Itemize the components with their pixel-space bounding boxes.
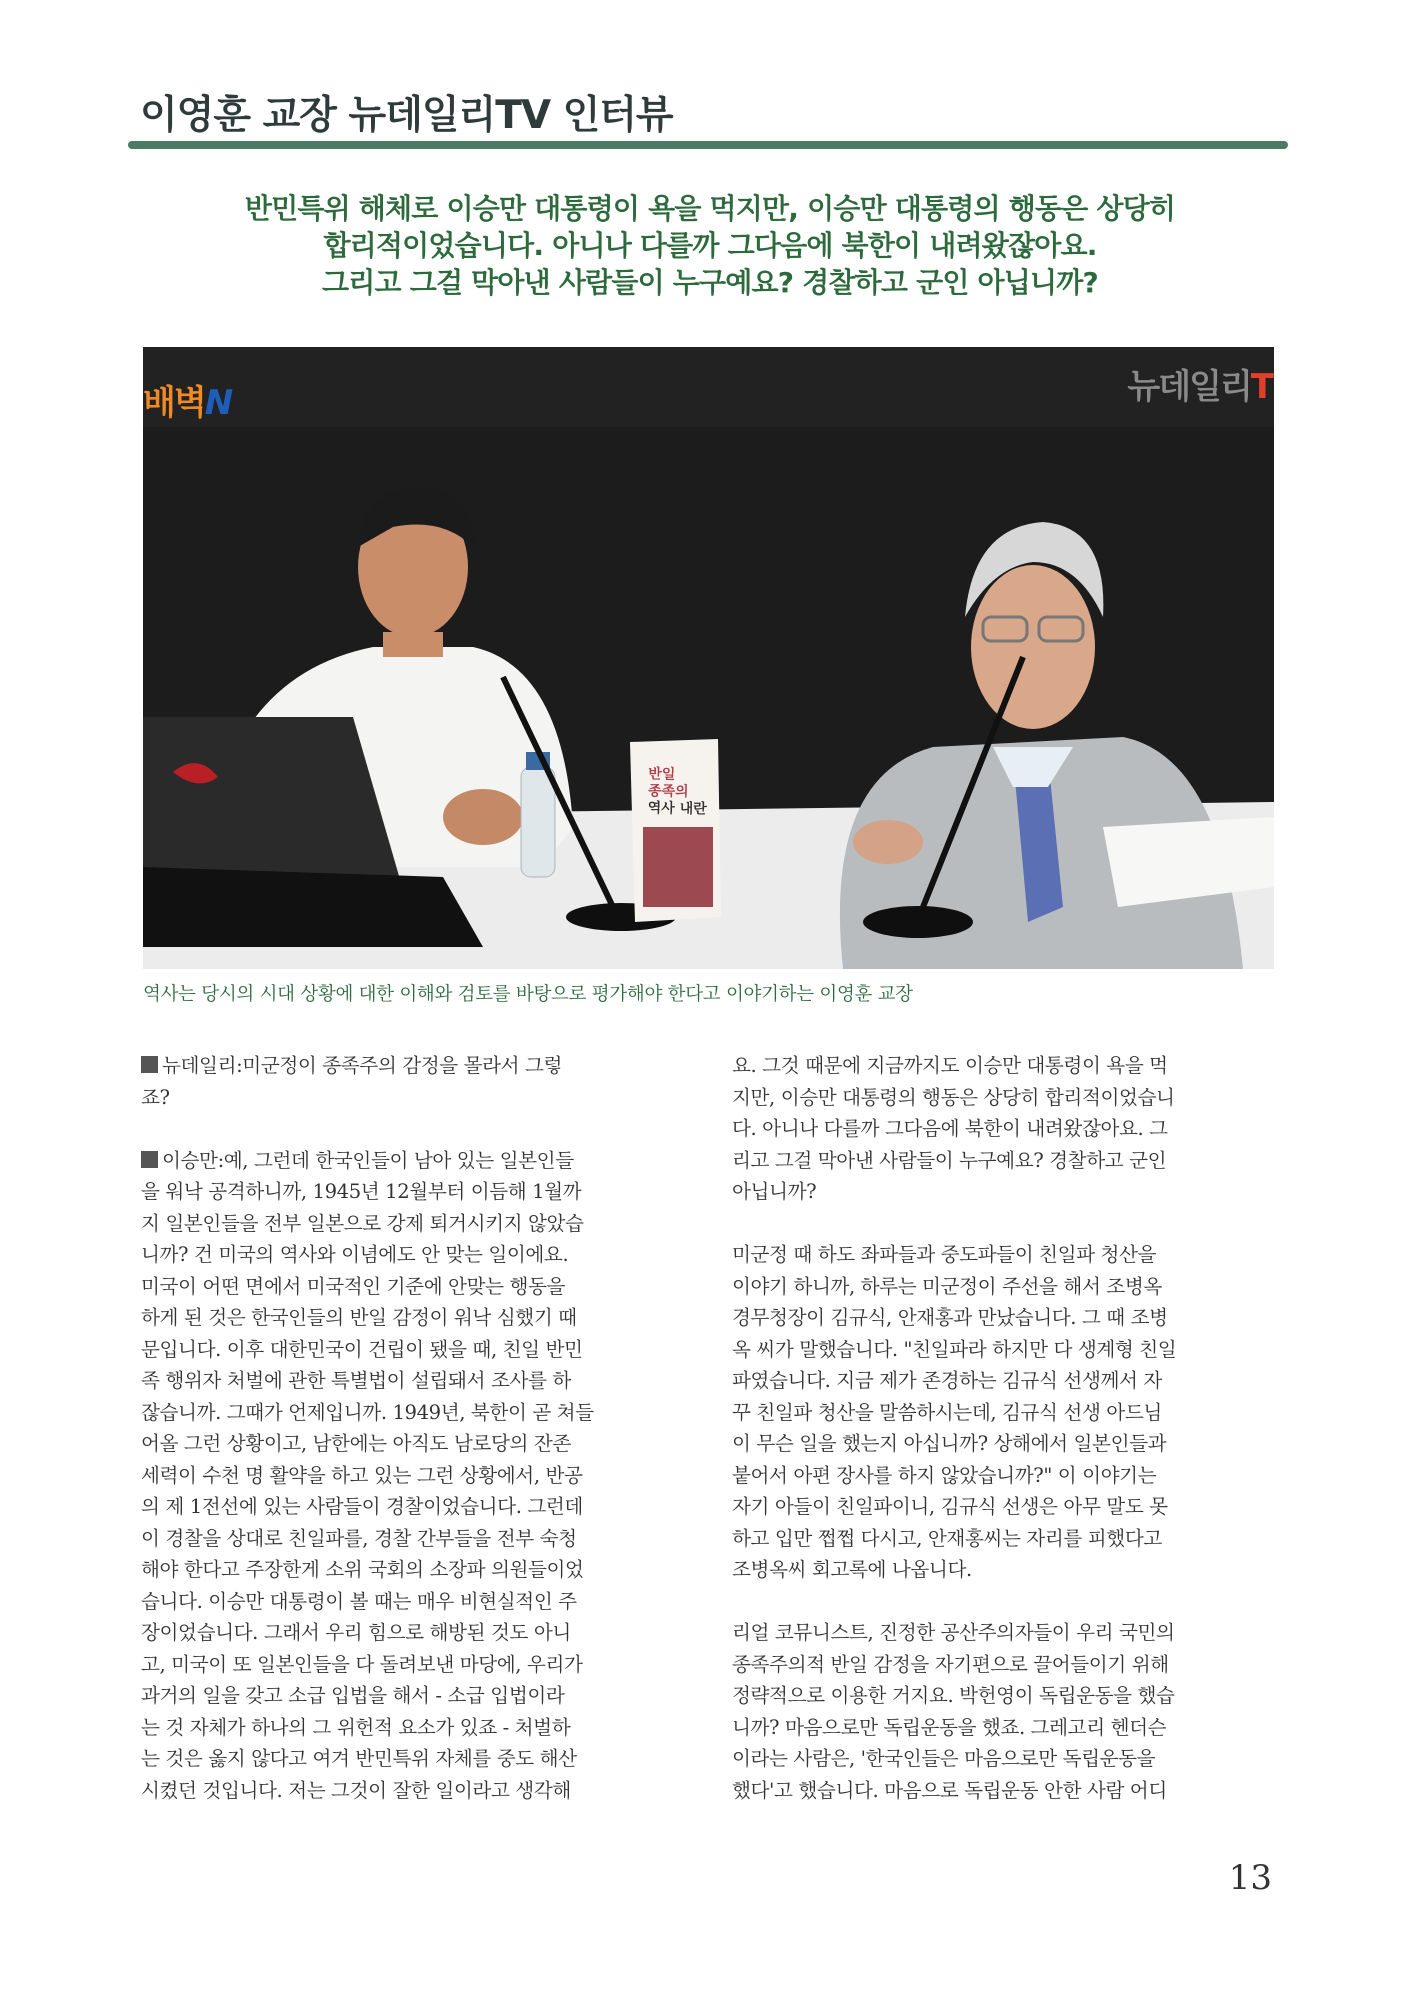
text-line-content: 족 행위자 처벌에 관한 특별법이 설립돼서 조사를 하	[141, 1369, 571, 1392]
text-line-content: 미국이 어떤 면에서 미국적인 기준에 안맞는 행동을	[141, 1274, 566, 1298]
text-line-content: 문입니다. 이후 대한민국이 건립이 됐을 때, 친일 반민	[141, 1337, 583, 1361]
speaker-marker-icon	[141, 1151, 158, 1168]
text-line-content: 을 워낙 공격하니까, 1945년 12월부터 이듬해 1월까	[141, 1180, 582, 1203]
photo-caption: 역사는 당시의 시대 상황에 대한 이해와 검토를 바탕으로 평가해야 한다고 이야기하는 이영훈 교장	[143, 984, 913, 1005]
text-line	[141, 1775, 681, 1807]
text-line-content: 의 제 1전선에 있는 사람들이 경찰이었습니다. 그런데	[141, 1495, 583, 1518]
text-line-content: 해야 한다고 주장한게 소위 국회의 소장파 의원들이었	[141, 1558, 584, 1581]
text-line	[141, 1712, 681, 1744]
text-line	[141, 1397, 681, 1429]
text-line	[732, 1617, 1272, 1649]
text-line-content: 과거의 일을 갖고 소급 입법을 해서 - 소급 입법이라	[141, 1684, 565, 1707]
text-line	[141, 1271, 681, 1303]
text-line-content: 죠?	[141, 1085, 170, 1109]
paragraph	[732, 1239, 1272, 1586]
text-line-content: 니까? 건 미국의 역사와 이념에도 안 맞는 일이에요.	[141, 1243, 569, 1266]
speaker-marker-icon	[141, 1056, 158, 1073]
text-line	[732, 1712, 1272, 1744]
text-line-content: 지만, 이승만 대통령의 행동은 상당히 합리적이었습니	[732, 1085, 1175, 1109]
text-line-content: 꾸 친일파 청산을 말씀하시는데, 김규식 선생 아드님	[732, 1400, 1162, 1424]
text-line	[141, 1586, 681, 1618]
lead-quote-line: 그리고 그걸 막아낸 사람들이 누구예요? 경찰하고 군인 아닙니까?	[322, 266, 1098, 299]
text-line-content: 정략적으로 이용한 거지요. 박헌영이 독립운동을 했습	[732, 1684, 1175, 1707]
text-line-content: 하고 입만 쩝쩝 다시고, 안재홍씨는 자리를 피했다고	[732, 1526, 1162, 1550]
text-line	[141, 1208, 681, 1240]
text-line-content: 리고 그걸 막아낸 사람들이 누구예요? 경찰하고 군인	[732, 1148, 1167, 1172]
text-line-content: 시켰던 것입니다. 저는 그것이 잘한 일이라고 생각해	[141, 1778, 571, 1802]
paragraph	[141, 1050, 681, 1113]
text-line	[141, 1523, 681, 1555]
channel-logo-right: 뉴데일리T	[1127, 367, 1272, 407]
text-line	[732, 1397, 1272, 1429]
text-line	[732, 1334, 1272, 1366]
text-line	[732, 1743, 1272, 1775]
header-divider	[128, 141, 1288, 149]
left-text-column	[141, 1050, 681, 1838]
text-line-content: 지 일본인들을 전부 일본으로 강제 퇴거시키지 않았습	[141, 1211, 584, 1235]
right-text-column	[732, 1050, 1272, 1838]
book-cover-title: 반일 종족의 역사 내란	[647, 766, 707, 818]
text-line-content: 했다'고 했습니다. 마음으로 독립운동 안한 사람 어디	[732, 1778, 1167, 1802]
text-line	[732, 1365, 1272, 1397]
text-line	[732, 1523, 1272, 1555]
channel-logo-left: 배벽N	[143, 383, 232, 423]
text-line	[141, 1334, 681, 1366]
text-line-content: 아닙니까?	[732, 1180, 817, 1203]
text-line-content: 이 무슨 일을 했는지 아십니까? 상해에서 일본인들과	[732, 1432, 1167, 1455]
text-line-content: 니까? 마음으로만 독립운동을 했죠. 그레고리 헨더슨	[732, 1715, 1167, 1739]
text-line	[141, 1050, 681, 1082]
lead-quote-line: 합리적이었습니다. 아니나 다를까 그다음에 북한이 내려왔잖아요.	[323, 229, 1097, 262]
paragraph	[732, 1617, 1272, 1806]
text-line	[732, 1428, 1272, 1460]
text-line	[732, 1145, 1272, 1177]
text-line-content: 경무청장이 김규식, 안재홍과 만났습니다. 그 때 조병	[732, 1306, 1168, 1329]
page-header-title: 이영훈 교장 뉴데일리TV 인터뷰	[140, 93, 673, 138]
text-line-content: 파였습니다. 지금 제가 존경하는 김규식 선생께서 자	[732, 1369, 1162, 1392]
text-line	[732, 1082, 1272, 1114]
text-line	[732, 1649, 1272, 1681]
text-line-content: 뉴데일리:미군정이 종족주의 감정을 몰라서 그렇	[162, 1054, 563, 1077]
text-line	[141, 1743, 681, 1775]
page-number: 13	[1228, 1858, 1272, 1898]
text-line	[732, 1271, 1272, 1303]
text-line	[141, 1460, 681, 1492]
text-line-content: 어올 그런 상황이고, 남한에는 아직도 남로당의 잔존	[141, 1432, 571, 1455]
text-line	[141, 1554, 681, 1586]
text-line-content: 조병옥씨 회고록에 나옵니다.	[732, 1558, 972, 1581]
text-line	[732, 1460, 1272, 1492]
interview-photo	[143, 347, 1274, 969]
paragraph	[732, 1050, 1272, 1208]
text-line	[141, 1176, 681, 1208]
text-line-content: 다. 아니나 다를까 그다음에 북한이 내려왔잖아요. 그	[732, 1117, 1168, 1140]
text-line	[141, 1428, 681, 1460]
text-line	[732, 1775, 1272, 1807]
text-line-content: 하게 된 것은 한국인들의 반일 감정이 워낙 심했기 때	[141, 1306, 577, 1329]
text-line-content: 이라는 사람은, '한국인들은 마음으로만 독립운동을	[732, 1747, 1156, 1770]
text-line	[732, 1113, 1272, 1145]
text-line-content: 장이었습니다. 그래서 우리 힘으로 해방된 것도 아니	[141, 1621, 571, 1644]
text-line-content: 이 경찰을 상대로 친일파를, 경찰 간부들을 전부 숙청	[141, 1526, 577, 1550]
lead-quote	[150, 190, 1270, 301]
text-line-content: 요. 그것 때문에 지금까지도 이승만 대통령이 욕을 먹	[732, 1054, 1168, 1077]
text-line-content: 붙어서 아편 장사를 하지 않았습니까?" 이 이야기는	[732, 1463, 1157, 1487]
text-line-content: 자기 아들이 친일파이니, 김규식 선생은 아무 말도 못	[732, 1495, 1168, 1518]
text-line	[732, 1176, 1272, 1208]
text-line-content: 는 것 자체가 하나의 그 위헌적 요소가 있죠 - 처벌하	[141, 1715, 571, 1739]
text-line	[732, 1680, 1272, 1712]
text-line	[732, 1554, 1272, 1586]
text-line-content: 이야기 하니까, 하루는 미군정이 주선을 해서 조병옥	[732, 1274, 1162, 1298]
lead-quote-line: 반민특위 해체로 이승만 대통령이 욕을 먹지만, 이승만 대통령의 행동은 상당히	[244, 192, 1176, 225]
text-line	[732, 1491, 1272, 1523]
text-line	[141, 1302, 681, 1334]
interview-scene	[143, 347, 1274, 969]
text-line	[732, 1050, 1272, 1082]
paragraph	[141, 1145, 681, 1807]
text-line-content: 습니다. 이승만 대통령이 볼 때는 매우 비현실적인 주	[141, 1589, 577, 1613]
text-line	[732, 1239, 1272, 1271]
text-line-content: 미군정 때 하도 좌파들과 중도파들이 친일파 청산을	[732, 1243, 1157, 1266]
text-line-content: 옥 씨가 말했습니다. "친일파라 하지만 다 생계형 친일	[732, 1337, 1177, 1361]
text-line-content: 잖습니까. 그때가 언제입니까. 1949년, 북한이 곧 쳐들	[141, 1400, 594, 1424]
text-line-content: 이승만:예, 그런데 한국인들이 남아 있는 일본인들	[162, 1148, 574, 1172]
text-line-content: 는 것은 옳지 않다고 여겨 반민특위 자체를 중도 해산	[141, 1747, 577, 1770]
text-line-content: 리얼 코뮤니스트, 진정한 공산주의자들이 우리 국민의	[732, 1621, 1175, 1644]
text-line	[141, 1145, 681, 1177]
text-line	[141, 1239, 681, 1271]
text-line	[732, 1302, 1272, 1334]
text-line	[141, 1365, 681, 1397]
text-line-content: 세력이 수천 명 활약을 하고 있는 그런 상황에서, 반공	[141, 1463, 583, 1487]
text-line-content: 고, 미국이 또 일본인들을 다 돌려보낸 마당에, 우리가	[141, 1652, 583, 1676]
text-line	[141, 1617, 681, 1649]
text-line	[141, 1680, 681, 1712]
text-line	[141, 1082, 681, 1114]
text-line-content: 종족주의적 반일 감정을 자기편으로 끌어들이기 위해	[732, 1652, 1169, 1676]
text-line	[141, 1649, 681, 1681]
text-line	[141, 1491, 681, 1523]
